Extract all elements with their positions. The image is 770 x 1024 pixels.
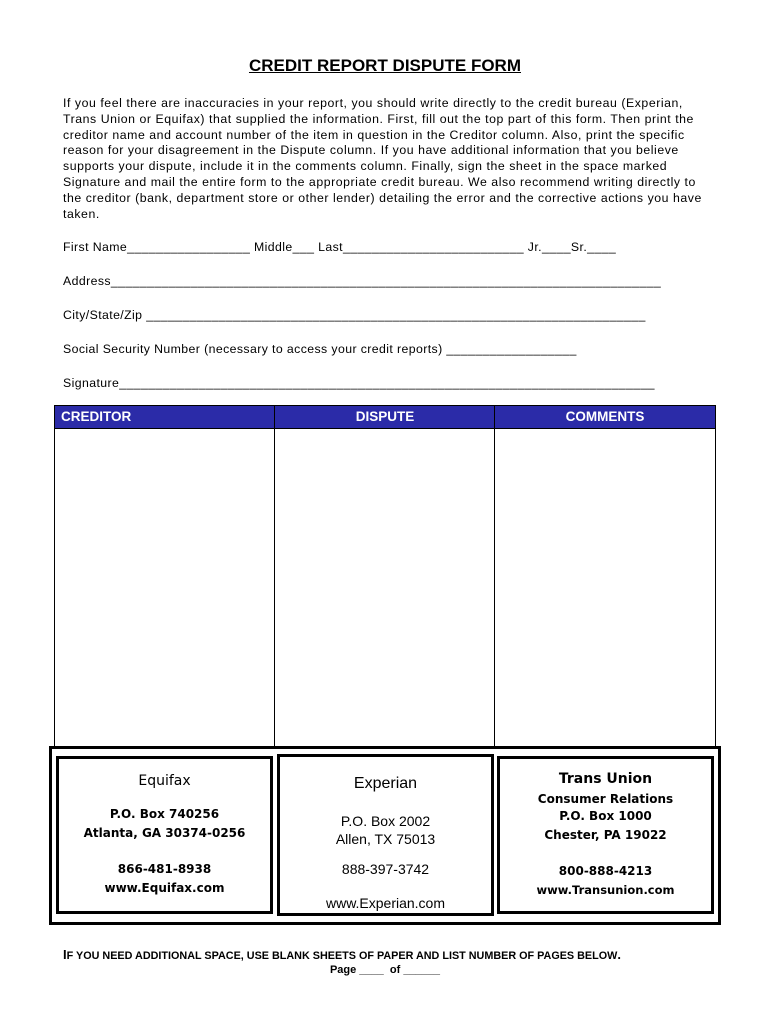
form-title: CREDIT REPORT DISPUTE FORM — [248, 56, 521, 75]
transunion-address1: P.O. Box 1000 — [559, 809, 652, 823]
signature-field-line[interactable]: Signature__________________________________________________________________________ — [63, 376, 655, 390]
equifax-address1: P.O. Box 740256 — [109, 807, 220, 821]
experian-name: Experian — [353, 775, 418, 792]
credit-bureaus-section — [49, 746, 721, 925]
experian-address2: Allen, TX 75013 — [335, 831, 436, 847]
header-comments: COMMENTS — [565, 409, 645, 424]
header-dispute: DISPUTE — [355, 409, 415, 424]
experian-web: www.Experian.com — [325, 895, 446, 911]
equifax-phone: 866-481-8938 — [117, 862, 212, 876]
transunion-name: Trans Union — [558, 771, 653, 787]
transunion-phone: 800-888-4213 — [558, 864, 653, 878]
equifax-web: www.Equifax.com — [104, 881, 225, 895]
name-field-line[interactable]: First Name_________________ Middle___ Last_________________________ Jr.____Sr.____ — [63, 240, 617, 254]
dispute-table — [54, 405, 716, 748]
experian-address1: P.O. Box 2002 — [340, 813, 431, 829]
creditor-cell[interactable] — [55, 429, 274, 747]
city-state-zip-field-line[interactable]: City/State/Zip _____________________________________________________________________ — [63, 308, 646, 322]
additional-space-note: IF YOU NEED ADDITIONAL SPACE, USE BLANK SHEETS OF PAPER AND LIST NUMBER OF PAGES BELOW. — [63, 947, 621, 962]
comments-cell[interactable] — [495, 429, 715, 747]
dispute-cell[interactable] — [275, 429, 494, 747]
transunion-dept: Consumer Relations — [537, 792, 674, 806]
transunion-web: www.Transunion.com — [536, 883, 675, 897]
experian-phone: 888-397-3742 — [341, 861, 430, 877]
transunion-address2: Chester, PA 19022 — [544, 828, 667, 842]
header-creditor: CREDITOR — [61, 409, 132, 424]
equifax-name: Equifax — [138, 773, 191, 789]
experian-box — [277, 754, 494, 916]
instructions-paragraph: If you feel there are inaccuracies in your report, you should write directly to the credit bureau (Experian, Trans Union or Equifax) that supplied the information. First, fill out the top part of this form. Then print the creditor name and account number of the item in question in the Creditor column. Also, print the specific reason for your disagreement in the Dispute column. If you have additional information that you believe supports your dispute, include it in the comments column. Finally, sign the sheet in the space marked Signature and mail the entire form to the appropriate credit bureau. We also recommend writing directly to the creditor (bank, department store or other lender) detailing the error and the corrective actions you have taken. — [63, 96, 702, 221]
address-field-line[interactable]: Address____________________________________________________________________________ — [63, 274, 662, 288]
equifax-address2: Atlanta, GA 30374-0256 — [83, 826, 246, 840]
transunion-box — [497, 756, 714, 914]
equifax-box — [56, 756, 273, 914]
ssn-field-line[interactable]: Social Security Number (necessary to access your credit reports) __________________ — [63, 342, 577, 356]
table-header — [55, 406, 715, 429]
page-count-line[interactable]: Page ____ of ______ — [329, 964, 441, 976]
